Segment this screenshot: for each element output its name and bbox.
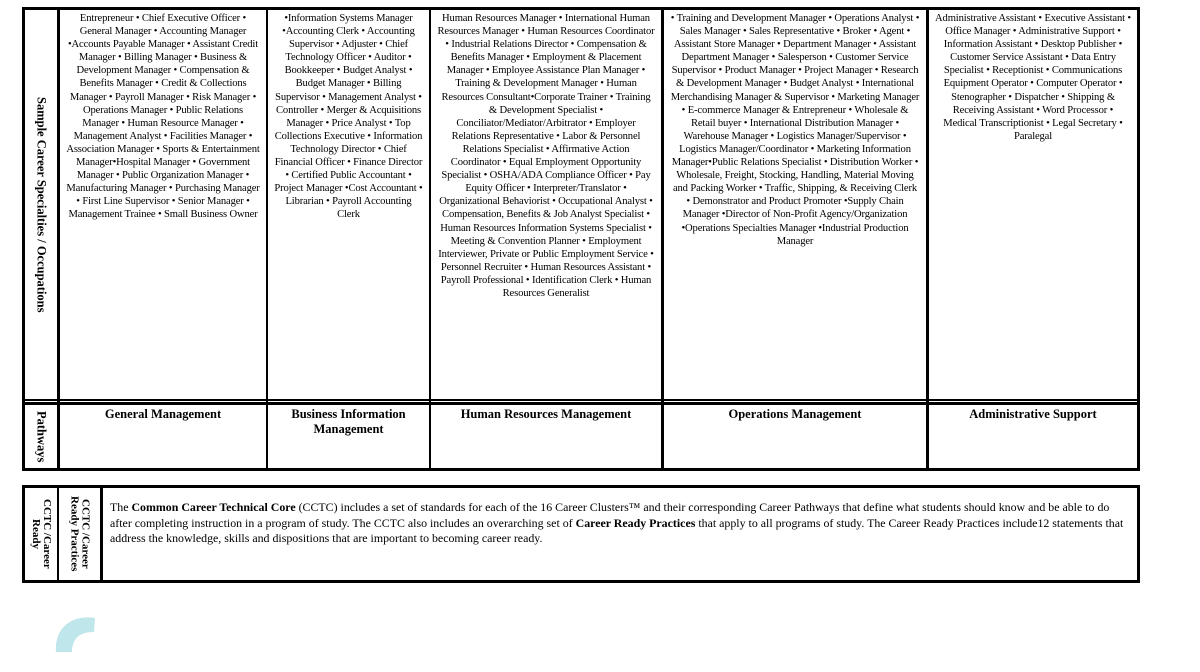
decorative-arc-shape (56, 617, 95, 652)
specialties-row-label-text: Sample Career Specialties / Occupations (34, 96, 49, 313)
decorative-arc-icon (50, 612, 110, 672)
cctc-text-1: The (110, 500, 132, 514)
cctc-label-outer (25, 488, 57, 580)
pathways-row-label (25, 405, 57, 468)
cctc-divider (100, 485, 103, 583)
pathway-operations-management: Operations Management (728, 407, 862, 421)
row-divider (22, 402, 1140, 405)
pathway-administrative-support: Administrative Support (969, 407, 1097, 421)
pathway-business-information-management: Business Information Management (291, 407, 406, 436)
cctc-description (110, 500, 1130, 547)
specialties-operations-management: • Training and Development Manager • Operations Analyst • Sales Manager • Sales Representative • Broker • Agent • Assistant Store Manager • Department Manager • Assistant Department Manager • Salesperson • Customer Service Supervisor • Product Manager • Project Manager • Research & Development Manager • Budget Analyst • International Merchandising Manager & Supervisor • Marketing Manager • E-commerce Manager & Entrepreneur • Wholesale & Retail buyer • International Distribution Manager • Warehouse Manager • Logistics Manager/Supervisor • Logistics Manager/Coordinator • Marketing Information Manager•Public Relations Specialist • Distribution Worker • Wholesale, Freight, Stocking, Handling, Material Moving and Packing Worker • Traffic, Shipping, & Receiving Clerk • Demonstrator and Product Promoter •Supply Chain Manager •Director of Non-Profit Agency/Organization •Operations Specialties Manager •Industrial Production Manager (670, 13, 920, 247)
cctc-label-inner (59, 488, 100, 580)
cctc-label-outer-text: CCTC /Career Ready (30, 499, 53, 569)
specialties-human-resources-management: Human Resources Manager • International Human Resources Manager • Human Resources Coordinator • Industrial Relations Director • Compensation & Benefits Manager • Employment & Placement Manager • Employee Assistance Plan Manager • Training & Development Manager • Human Resources Consultant•Corporate Trainer • Training & Development Specialist • Conciliator/Mediator/Arbitrator • Employer Relations Representative • Labor & Personnel Relations Specialist • Affirmative Action Coordinator • Equal Employment Opportunity Specialist • OSHA/ADA Compliance Officer • Pay Equity Officer • Interpreter/Translator • Organizational Behaviorist • Occupational Analyst • Compensation, Benefits & Job Analyst Specialist • Human Resources Information Systems Specialist • Meeting & Convention Planner • Employment Interviewer, Private or Public Employment Service • Personnel Recruiter • Human Resources Assistant • Payroll Professional • Identification Clerk • Human Resources Generalist (437, 13, 655, 299)
cctc-text-2: (CCTC) includes a set of standards for each of the 16 Career Clusters™ and their corresponding Career Pathways that define what students should know and be able to do after completing instruction in a program of study. The CCTC also includes an overarching set of (110, 500, 1110, 530)
pathways-row-label-text: Pathways (34, 410, 49, 463)
specialties-business-information-management: •Information Systems Manager •Accounting Clerk • Accounting Supervisor • Adjuster • Chief Technology Officer • Auditor • Bookkeeper • Budget Analyst • Budget Manager • Billing Supervisor • Management Analyst • Controller • Merger & Acquisitions Manager • Price Analyst • Top Collections Executive • Information Technology Director • Chief Financial Officer • Finance Director • Certified Public Accountant • Project Manager •Cost Accountant • Librarian • Payroll Accounting Clerk (274, 13, 423, 221)
specialties-row-label (25, 10, 57, 399)
cctc-text-3: that apply to all programs of study. The Career Ready Practices include12 statements that address the knowledge, skills and dispositions that are important to becoming career ready. (110, 515, 1124, 546)
cctc-bold-term: Common Career Technical Core (131, 500, 296, 514)
pathway-general-management: General Management (104, 407, 222, 421)
specialties-administrative-support: Administrative Assistant • Executive Assistant • Office Manager • Administrative Support • Information Assistant • Desktop Publisher • Customer Service Assistant • Data Entry Specialist • Receptionist • Communications Equipment Operator • Computer Operator • Stenographer • Dispatcher • Shipping & Receiving Assistant • Word Processor • Medical Transcriptionist • Legal Secretary • Paralegal (935, 13, 1131, 142)
pathway-human-resources-management: Human Resources Management (460, 407, 632, 421)
cctc-label-inner-text: CCTC /Career Ready Practices (68, 496, 92, 572)
specialties-general-management: Entrepreneur • Chief Executive Officer • General Manager • Accounting Manager •Accounts Payable Manager • Assistant Credit Manager • Billing Manager • Business & Development Manager • Compensation & Benefits Manager • Credit & Collections Manager • Payroll Manager • Risk Manager • Operations Manager • Public Relations Manager • Human Resource Manager • Management Analyst • Facilities Manager • Association Manager • Sports & Entertainment Manager•Hospital Manager • Government Manager • Public Organization Manager • Manufacturing Manager • Purchasing Manager • First Line Supervisor • Senior Manager • Management Trainee • Small Business Owner (66, 13, 260, 221)
career-ready-practices-term: Career Ready Practices (575, 515, 696, 530)
row-divider (22, 399, 1140, 401)
